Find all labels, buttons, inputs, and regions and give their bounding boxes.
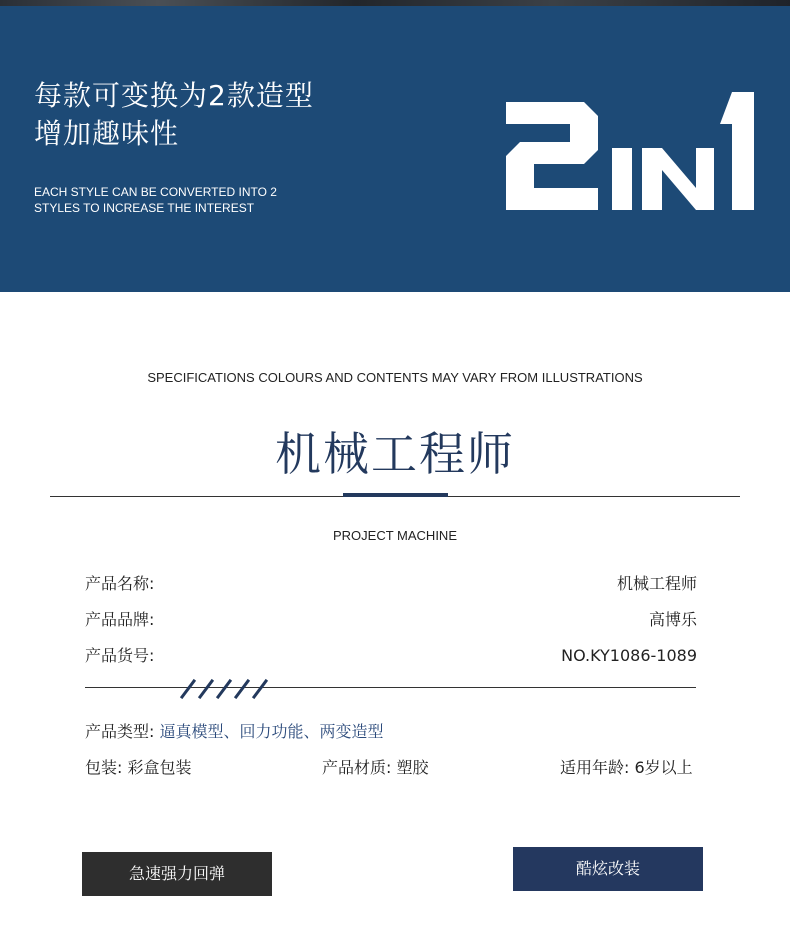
spec-value: 机械工程师 <box>616 574 697 593</box>
material-info: 产品材质: 塑胶 <box>322 758 429 777</box>
spec-row-brand <box>85 608 697 632</box>
spec-value: 高博乐 <box>648 610 697 629</box>
spec-row-name <box>85 572 697 596</box>
spec-label: 产品名称: <box>85 574 155 593</box>
title-accent-bar <box>343 493 448 497</box>
product-type <box>85 720 384 744</box>
specification-note: SPECIFICATIONS COLOURS AND CONTENTS MAY VARY FROM ILLUSTRATIONS <box>147 370 643 385</box>
banner-title-line1: 每款可变换为2款造型 <box>34 79 314 112</box>
spec-row-item-number <box>85 644 697 668</box>
section-divider <box>85 687 696 688</box>
spec-label: 产品品牌: <box>85 610 155 629</box>
spec-label: 产品货号: <box>85 646 155 665</box>
transform-feature-button[interactable]: 酷炫改装 <box>513 847 703 891</box>
slash-stripes-icon <box>178 677 274 699</box>
feature-banner <box>0 6 790 292</box>
rebound-feature-button[interactable]: 急速强力回弹 <box>82 852 272 896</box>
product-type-value: 逼真模型、回力功能、两变造型 <box>159 722 384 741</box>
packaging-info: 包装: 彩盒包装 <box>85 758 192 777</box>
product-type-label: 产品类型: <box>85 722 155 741</box>
spec-value: NO.KY1086-1089 <box>561 646 697 665</box>
2in1-logo-icon <box>500 84 760 224</box>
product-title: 机械工程师 <box>275 427 515 481</box>
banner-subtitle-line1: EACH STYLE CAN BE CONVERTED INTO 2 <box>34 185 277 199</box>
banner-title-line2: 增加趣味性 <box>34 117 180 150</box>
banner-subtitle-line2: STYLES TO INCREASE THE INTEREST <box>34 201 255 215</box>
age-info: 适用年龄: 6岁以上 <box>560 758 693 777</box>
product-subtitle: PROJECT MACHINE <box>333 528 457 543</box>
